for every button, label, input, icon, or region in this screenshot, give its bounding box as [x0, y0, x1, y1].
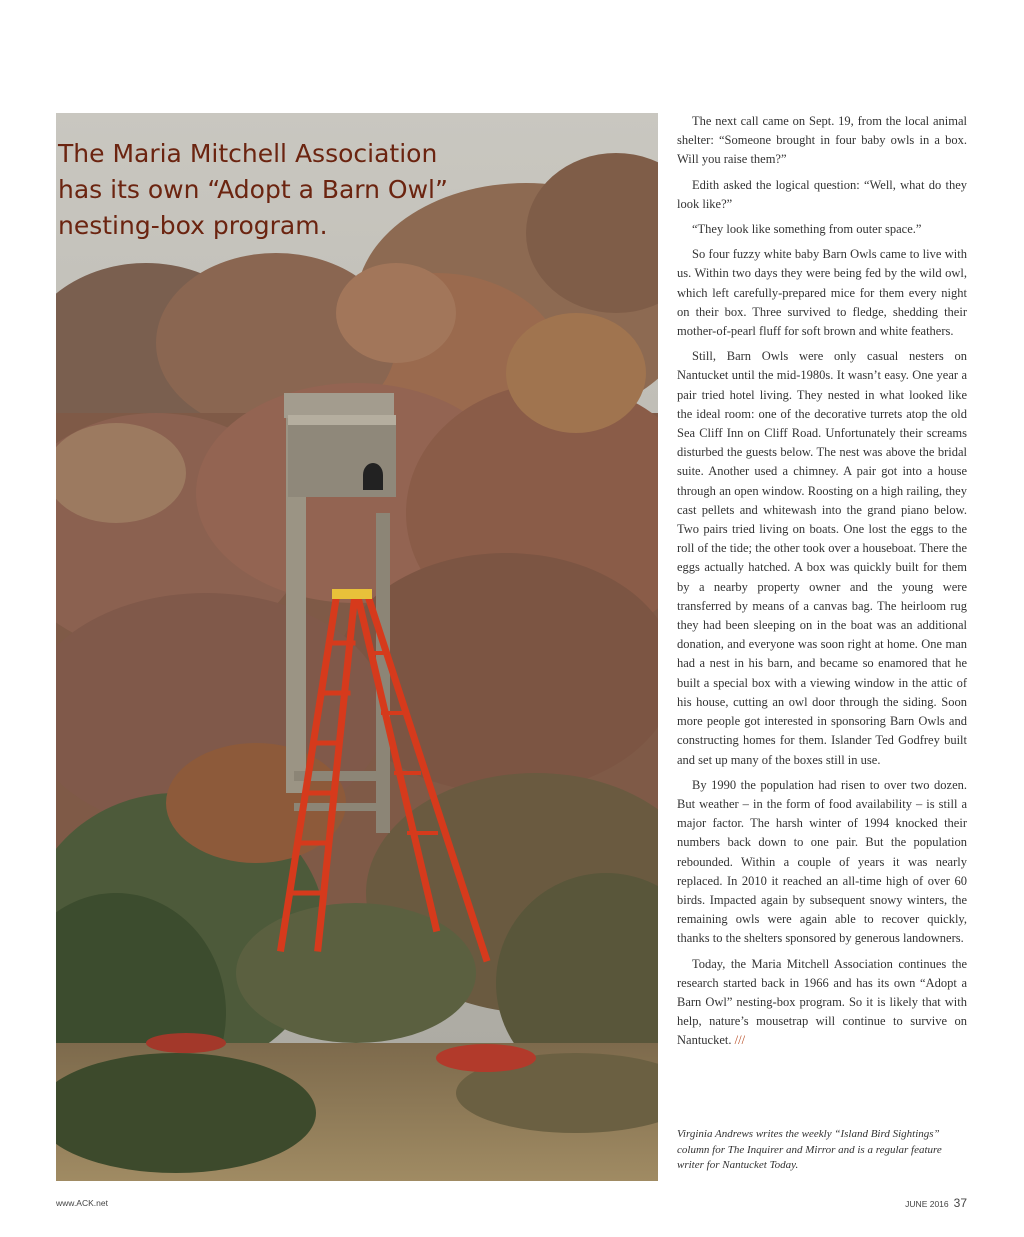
author-bio: Virginia Andrews writes the weekly “Island Bird Sightings” column for The Inquirer and Mirror and is a regular feature writer for Nantucket Today. — [677, 1128, 942, 1171]
article-paragraph: The next call came on Sept. 19, from the local animal shelter: “Someone brought in four baby owls in a box. Will you raise them?” — [677, 114, 967, 167]
barn-owl-box-photo — [56, 113, 658, 1181]
owl-nest-box — [284, 393, 396, 497]
footer-issue: JUNE 2016 — [905, 1199, 949, 1209]
article-paragraph-text: Today, the Maria Mitchell Association continues the research started back in 1966 and has its own “Adopt a Barn Owl” nesting-box program. So it is likely that with help, nature’s mousetrap will continue to survive on Nantucket. — [677, 956, 967, 1048]
footer-page-info — [905, 1194, 967, 1212]
ladder-top-cap — [332, 589, 372, 599]
article-photo — [56, 113, 658, 1181]
pull-quote: The Maria Mitchell Association has its own “Adopt a Barn Owl” nesting-box program. — [58, 139, 448, 240]
page-number: 37 — [953, 1196, 967, 1210]
article-paragraph: Edith asked the logical question: “Well, what do they look like?” — [677, 177, 967, 211]
article-body — [677, 112, 967, 1057]
end-mark: /// — [734, 1033, 746, 1048]
article-paragraph: So four fuzzy white baby Barn Owls came to live with us. Within two days they were being fed by the wild owl, which left carefully-prepared mice for them every night on their box. Three survived to fledge, shedding their mother-of-pearl fluff for soft brown and white feathers. — [677, 247, 967, 339]
footer-site: www.ACK.net — [56, 1198, 108, 1208]
article-paragraph: By 1990 the population had risen to over two dozen. But weather – in the form of food availability – is still a major factor. The harsh winter of 1994 knocked their numbers back down to one pair. But the population rebounded. Within a couple of years it was nearly replaced. In 2010 it reached an all-time high of over 60 birds. Impacted again by subsequent snowy winters, the remaining owls were again able to recover quickly, thanks to the shelters sponsored by generous landowners. — [677, 777, 967, 946]
article-paragraph: Still, Barn Owls were only casual nesters on Nantucket until the mid-1980s. It wasn’t easy. One year a pair tried hotel living. They nested in what looked like the ideal room: one of the decorative turrets atop the old Sea Cliff Inn on Cliff Road. Unfortunately their screams disturbed the guests below. The nest was above the bridal suite. Another used a chimney. A pair got into a house through an open window. Roosting on a high railing, they cast pellets and whitewash into the grand piano below. Two pairs tried living on boats. One lost the eggs to the roll of the tide; the other took over a houseboat. There the eggs actually hatched. A box was quickly built for them by a nearby property owner and the young were transferred by means of a canvas bag. The heirloom rug they had been sleeping on in the boat was an additional donation, and everyone was soon right at home. One man had a nest in his barn, and became so enamored that he built a special box with a viewing window in the attic of his house, cutting an owl door through the siding. Soon more people got interested in sponsoring Barn Owls and constructing homes for them. Islander Ted Godfrey built and set up many of the boxes still in use. — [677, 349, 967, 767]
article-paragraph-last — [677, 955, 967, 1051]
article-paragraph: “They look like something from outer space.” — [692, 222, 922, 237]
